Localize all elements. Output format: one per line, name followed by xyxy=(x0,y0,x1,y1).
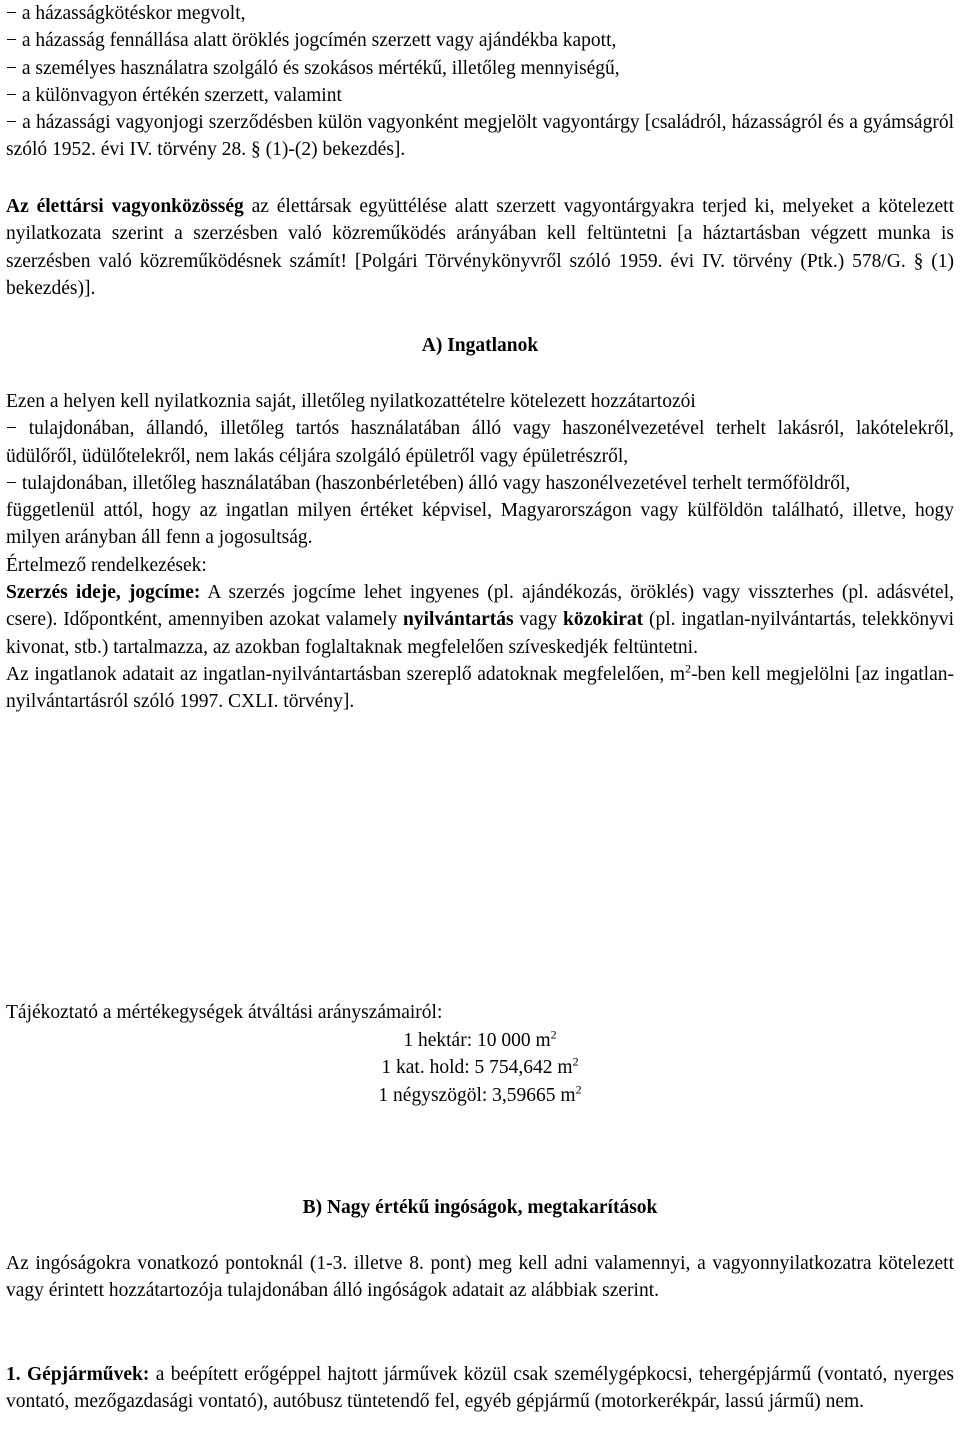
list-item: − tulajdonában, illetőleg használatában (haszonbérletében) álló vagy haszonélvezetével terhelt termőföldről, xyxy=(6,472,851,494)
section-a-intro: Ezen a helyen kell nyilatkoznia saját, illetőleg nyilatkozattételre kötelezett hozzátartozói xyxy=(6,391,696,412)
section-a-title: A) Ingatlanok xyxy=(421,335,539,356)
dash-icon: − xyxy=(6,112,17,134)
dash-icon: − xyxy=(6,472,17,494)
list-item: − a házasság fennállása alatt öröklés jogcímén szerzett vagy ajándékba kapott, xyxy=(6,30,617,52)
conversion-title: Tájékoztató a mértékegységek átváltási arányszámairól: xyxy=(6,1002,443,1023)
section-b-title: B) Nagy értékű ingóságok, megtakarítások xyxy=(302,1197,658,1218)
dash-icon: − xyxy=(6,84,17,106)
dash-icon: − xyxy=(6,418,17,440)
adatok-paragraph: Az ingatlanok adatait az ingatlan-nyilvántartásban szereplő adatoknak megfelelően, $m^2$-ben kell megjelölni [az ingatlan-nyilvántartásról szóló 1997. CXLI. törvény]. xyxy=(6,661,954,713)
dash-icon: − xyxy=(6,3,17,24)
conversion-row: 1 négyszögöl: 3,59665 $m^2$ xyxy=(378,1082,582,1106)
conversion-rows xyxy=(6,1027,954,1109)
conversion-row: 1 hektár: 10 000 $m^2$ xyxy=(403,1027,557,1051)
conversion-row: 1 kat. hold: 5 754,642 $m^2$ xyxy=(381,1054,579,1079)
szerzes-paragraph: Szerzés ideje, jogcíme: A szerzés jogcíme lehet ingyenes (pl. ajándékozás, öröklés) vagy visszterhes (pl. adásvétel, csere). Időpontként, amennyiben azokat valamely nyilvántartás vagy közokirat (pl. ingatlan-nyilvántartás, telekkönyvi kivonat, stb.) tartalmazza, az azokban foglaltaknak megfelelően szíveskedjék feltüntetni. xyxy=(6,582,955,658)
list-item: − a különvagyon értékén szerzett, valamint xyxy=(6,84,342,106)
list-item: − a személyes használatra szolgáló és szokásos mértékű, illetőleg mennyiségű, xyxy=(6,57,620,79)
section-b-intro: Az ingóságokra vonatkozó pontoknál (1-3. illetve 8. pont) meg kell adni valamennyi, a vagyonnyilatkozatra kötelezett vagy érintett hozzátartozója tulajdonában álló ingóságok adatait az alábbiak szerint. xyxy=(6,1253,954,1302)
list-item: − a házasságkötéskor megvolt, xyxy=(6,3,246,24)
dash-icon: − xyxy=(6,30,17,52)
list-item: − tulajdonában, állandó, illetőleg tartós használatában álló vagy haszonélvezetével terhelt lakásról, lakótelekről, üdülőről, üdülőtelekről, nem lakás céljára szolgáló épületről vagy épületrészről, xyxy=(6,418,954,467)
section-a-body xyxy=(6,388,954,716)
section-b-item-1: 1. Gépjárművek: a beépített erőgéppel hajtott járművek közül csak személygépkocsi, tehergépjármű (vontató, nyerges vontató, mezőgazdasági vontató), autóbusz tüntetendő fel, egyéb gépjármű (motorkerékpár, lassú jármű) nem. xyxy=(6,1364,955,1413)
ertelmezo-heading: Értelmező rendelkezések: xyxy=(6,554,207,576)
dash-icon: − xyxy=(6,57,17,79)
elettarsi-paragraph: Az élettársi vagyonközösség az élettársak együttélése alatt szerzett vagyontárgyakra terjed ki, melyeket a kötelezett nyilatkozata szerint a szerzésben való közreműködés arányában kell feltüntetni [a háztartásban végzett munka is szerzésben való közreműködésnek számít! [Polgári Törvénykönyvről szóló 1959. évi IV. törvény (Ptk.) 578/G. § (1) bekezdés)]. xyxy=(6,196,954,299)
list-items xyxy=(6,0,954,164)
list-item: − a házassági vagyonjogi szerződésben külön vagyonként megjelölt vagyontárgy [családról, házasságról és a gyámságról szóló 1952. évi IV. törvény 28. § (1)-(2) bekezdés]. xyxy=(6,112,954,161)
section-a-after: függetlenül attól, hogy az ingatlan milyen értéket képvisel, Magyarországon vagy külföldön található, illetve, hogy milyen arányban áll fenn a jogosultság. xyxy=(6,500,954,549)
